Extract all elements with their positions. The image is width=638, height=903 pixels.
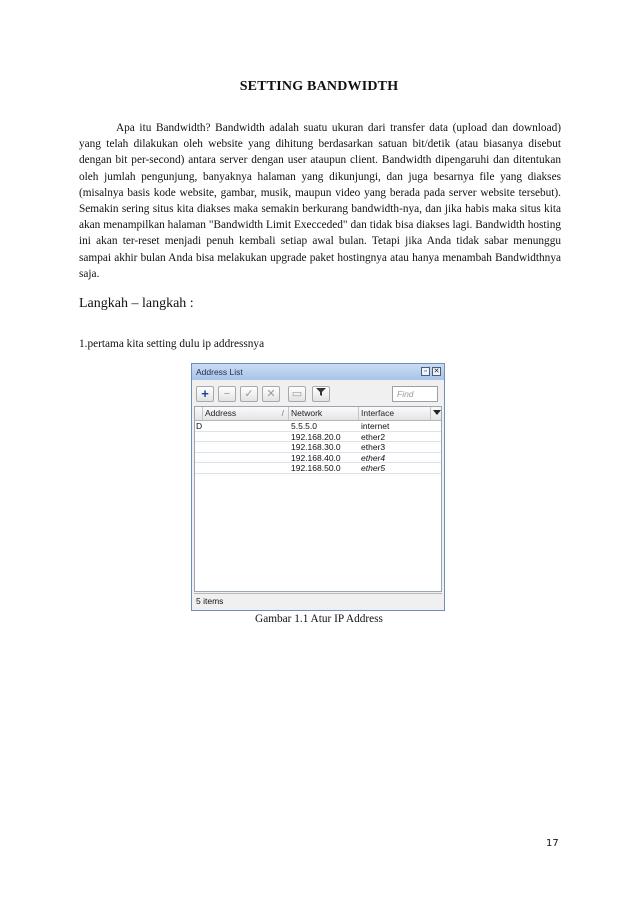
add-button[interactable]: + xyxy=(196,386,214,402)
row-interface: ether5 xyxy=(361,463,386,473)
intro-paragraph xyxy=(79,120,561,282)
find-input[interactable]: Find xyxy=(392,386,438,402)
status-bar: 5 items xyxy=(194,593,442,608)
figure-caption: Gambar 1.1 Atur IP Address xyxy=(255,613,383,625)
section-heading: Langkah – langkah : xyxy=(79,296,194,311)
column-menu-button[interactable] xyxy=(431,407,443,420)
close-icon[interactable]: ✕ xyxy=(433,368,440,375)
row-network: 192.168.50.0 xyxy=(291,463,341,473)
interface-column-header[interactable]: Interface xyxy=(359,407,431,420)
row-interface: ether4 xyxy=(361,452,386,463)
chevron-down-icon xyxy=(433,410,441,416)
comment-button[interactable]: ▭ xyxy=(288,386,306,402)
window-titlebar[interactable] xyxy=(192,364,444,380)
table-row[interactable] xyxy=(195,463,441,474)
table-row[interactable] xyxy=(195,432,441,443)
row-network: 5.5.5.0 xyxy=(291,421,317,431)
row-interface: internet xyxy=(361,421,390,431)
remove-button[interactable]: − xyxy=(218,386,236,402)
row-flag: D xyxy=(196,421,203,431)
table-row[interactable] xyxy=(195,421,441,432)
network-column-header[interactable]: Network xyxy=(289,407,359,420)
row-network: 192.168.40.0 xyxy=(291,452,341,463)
row-interface: ether3 xyxy=(361,442,386,452)
sort-indicator: / xyxy=(281,408,284,418)
filter-icon xyxy=(316,387,326,397)
address-table xyxy=(194,406,442,592)
row-network: 192.168.20.0 xyxy=(291,431,341,442)
filter-button[interactable] xyxy=(312,386,330,402)
disable-button[interactable]: ✕ xyxy=(262,386,280,402)
flag-column-header[interactable] xyxy=(195,407,203,420)
step-1-text: 1.pertama kita setting dulu ip addressnya xyxy=(79,338,265,350)
page-title: SETTING BANDWIDTH xyxy=(239,79,399,94)
address-column-header[interactable]: Address / xyxy=(203,407,289,420)
window-title: Address List xyxy=(196,367,243,377)
enable-button[interactable]: ✓ xyxy=(240,386,258,402)
row-interface: ether2 xyxy=(361,431,386,442)
table-row[interactable] xyxy=(195,442,441,453)
row-network: 192.168.30.0 xyxy=(291,442,341,452)
toolbar xyxy=(194,384,442,406)
table-header xyxy=(195,407,441,421)
page-number: 17 xyxy=(546,838,559,849)
table-row[interactable] xyxy=(195,453,441,464)
restore-icon[interactable]: ▫ xyxy=(421,367,430,376)
intro-text: Apa itu Bandwidth? Bandwidth adalah suatu ukuran dari transfer data (upload dan download) yang telah dilakukan oleh website yang dihitung berdasarkan satuan bit/detik (atau biasanya disebut dengan bit per-second) antara server dengan user ataupun client. Bandwidth dipengaruhi dan ditentukan oleh jumlah pengunjung, banyaknya halaman yang dikunjungi, dan juga besarnya file yang diakses (misalnya basis kode website, gambar, musik, maupun video yang berada pada server website tersebut). Semakin sering situs kita diakses maka semakin berkurang bandwidth-nya, dan jika habis maka situs kita akan menampilkan halaman "Bandwidth Limit Execceded" dan tidak bisa diakses lagi. Bandwidth hosting ini akan ter-reset menjadi penuh kembali setiap awal bulan. Tetapi jika Anda tidak sabar menunggu sampai akhir bulan Anda bisa melakukan upgrade paket hostingnya atau hanya menambah Bandwidthnya saja. xyxy=(79,122,561,280)
address-list-window xyxy=(191,363,445,611)
